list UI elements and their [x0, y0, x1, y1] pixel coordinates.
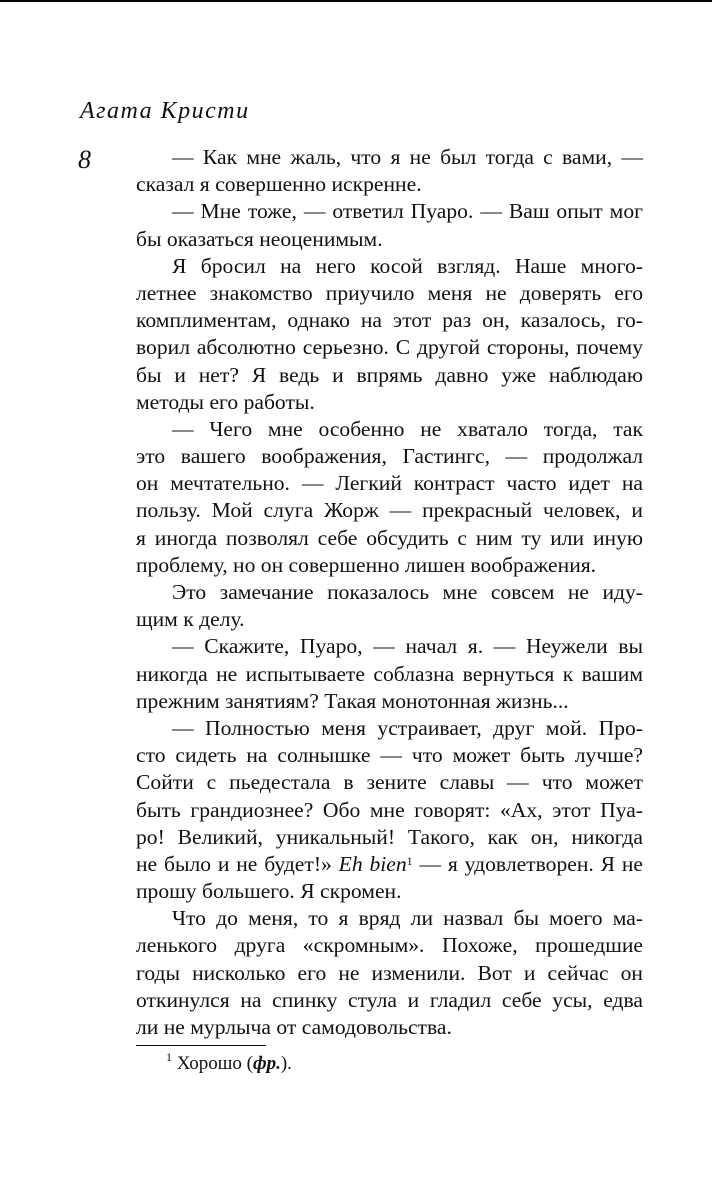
text-line	[136, 307, 643, 334]
text-line	[136, 470, 643, 497]
line-text: бы и нет? Я ведь и впрямь давно уже наблюдаю	[136, 362, 643, 387]
footnote-ref: 1	[406, 853, 413, 868]
line-text: комплиментам, однако на этот раз он, казалось, го-	[136, 308, 643, 333]
text-line	[136, 389, 643, 416]
body-text	[136, 144, 643, 1041]
text-line	[136, 688, 643, 715]
line-text: это вашего воображения, Гастингс, — продолжал	[136, 444, 643, 469]
text-line	[136, 987, 643, 1014]
text-line	[136, 334, 643, 361]
line-text: — Мне тоже, — ответил Пуаро. — Ваш опыт мог	[172, 199, 643, 224]
line-italic: Eh bien	[338, 851, 407, 876]
line-text: я иногда позволял себе обсудить с ним ту или иную	[136, 525, 643, 550]
text-line	[136, 198, 643, 225]
text-line	[136, 960, 643, 987]
line-text: щим к делу.	[136, 607, 245, 632]
line-text: годы нисколько его не изменили. Вот и сейчас он	[136, 960, 643, 985]
line-text: никогда не испытываете соблазна вернуться к вашим	[136, 661, 643, 686]
line-text: летнее знакомство приучило меня не доверять его	[136, 280, 643, 305]
line-text: ленького друга «скромным». Похоже, прошедшие	[136, 933, 643, 958]
text-line	[136, 824, 643, 851]
text-line	[136, 280, 643, 307]
line-text: не было и не будет!»	[136, 851, 332, 876]
line-text: Это замечание показалось мне совсем не иду-	[172, 580, 643, 604]
line-text: — Как мне жаль, что я не был тогда с вами, —	[172, 145, 643, 169]
text-line	[136, 905, 643, 932]
line-text: сказал я совершенно искренне.	[136, 172, 422, 197]
text-line	[136, 416, 643, 443]
line-text: прежним занятиям? Такая монотонная жизнь...	[136, 688, 569, 713]
text-line	[136, 362, 643, 389]
footnote-close: ).	[280, 1053, 292, 1074]
line-text: сто сидеть на солнышке — что может быть лучше?	[136, 743, 643, 768]
text-line	[136, 552, 643, 579]
text-line	[136, 633, 643, 660]
text-line	[136, 769, 643, 796]
line-tail: — я удовлетворен. Я не	[412, 851, 643, 876]
top-rule	[0, 0, 712, 2]
text-line	[136, 742, 643, 769]
running-head-author: Агата Кристи	[80, 98, 250, 124]
text-line	[136, 144, 643, 171]
line-text: он мечтательно. — Легкий контраст часто идет на	[136, 471, 643, 496]
footnote-rule	[136, 1045, 266, 1046]
line-text: — Скажите, Пуаро, — начал я. — Неужели вы	[172, 634, 643, 659]
line-text: Сойти с пьедестала в зените славы — что может	[136, 770, 643, 795]
line-text: откинулся на спинку стула и гладил себе усы, едва	[136, 987, 643, 1012]
page-number: 8	[78, 145, 91, 174]
text-line	[136, 606, 643, 633]
line-text: ро! Великий, уникальный! Такого, как он, никогда	[136, 824, 643, 849]
line-text: бы оказаться неоценимым.	[136, 226, 383, 251]
footnote	[166, 1050, 292, 1075]
text-line	[136, 851, 643, 878]
text-line	[136, 878, 643, 905]
text-line	[136, 932, 643, 959]
line-text: ворил абсолютно серьезно. С другой стороны, почему	[136, 335, 643, 360]
line-text: — Чего мне особенно не хватало тогда, так	[172, 416, 643, 441]
line-text: — Полностью меня устраивает, друг мой. Про-	[172, 715, 643, 740]
footnote-text: Хорошо (	[176, 1053, 253, 1074]
text-line	[136, 497, 643, 524]
text-line	[136, 579, 643, 606]
text-line	[136, 1014, 643, 1041]
text-line	[136, 525, 643, 552]
text-line	[136, 226, 643, 253]
line-text: Что до меня, то я вряд ли назвал бы моего ма-	[172, 906, 643, 931]
footnote-marker: 1	[166, 1050, 172, 1064]
line-text: проблему, но он совершенно лишен воображения.	[136, 552, 597, 577]
text-line	[136, 715, 643, 742]
text-line	[136, 171, 643, 198]
line-text: Я бросил на него косой взгляд. Наше много-	[172, 253, 643, 278]
text-line	[136, 253, 643, 280]
line-text: ли не мурлыча от самодовольства.	[136, 1015, 452, 1039]
line-text: быть грандиознее? Обо мне говорят: «Ах, этот Пуа-	[136, 797, 643, 822]
line-text: методы его работы.	[136, 389, 315, 414]
footnote-abbr: фр.	[252, 1053, 281, 1074]
text-line	[136, 443, 643, 470]
text-line	[136, 661, 643, 688]
line-text: пользу. Мой слуга Жорж — прекрасный человек, и	[136, 498, 643, 523]
text-line	[136, 797, 643, 824]
line-text: прошу большего. Я скромен.	[136, 879, 402, 904]
